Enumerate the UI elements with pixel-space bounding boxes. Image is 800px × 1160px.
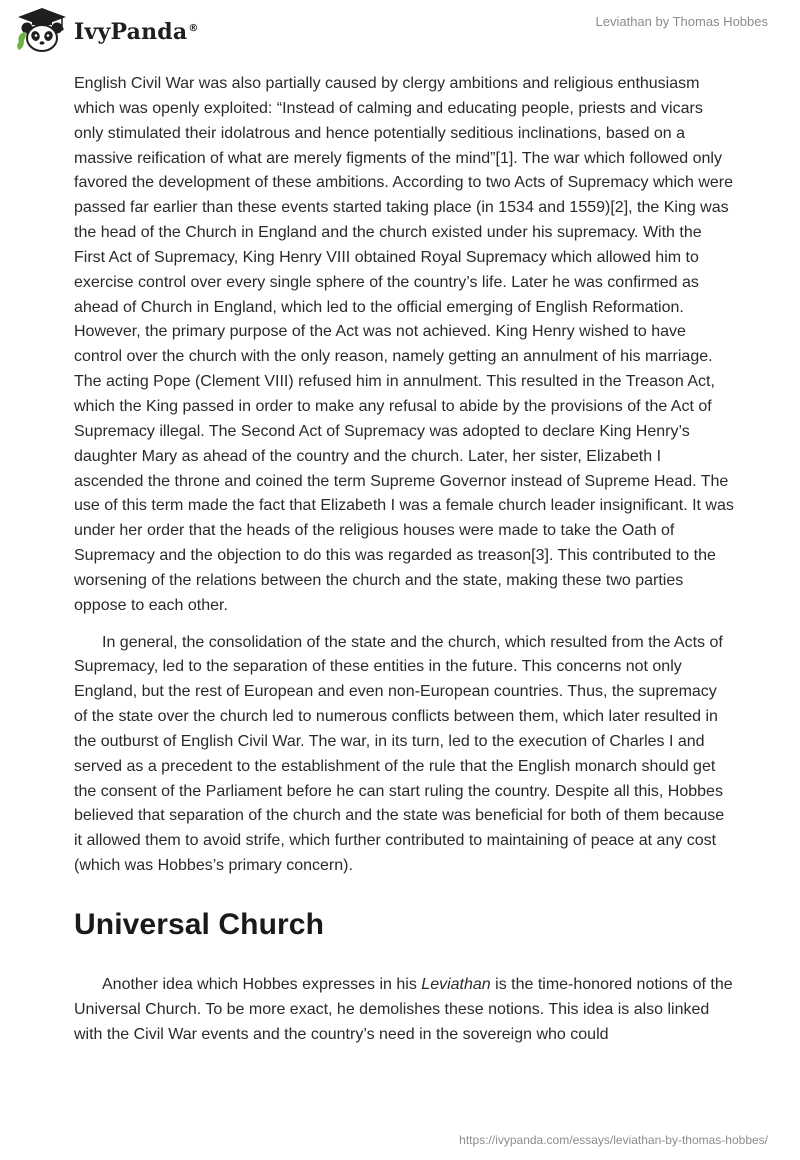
section-heading-universal-church: Universal Church (74, 908, 325, 941)
page-header (0, 0, 800, 60)
brand-name: IvyPanda® (74, 19, 199, 45)
paragraph-acts-of-supremacy: English Civil War was also partially caused by clergy ambitions and religious enthusiasm which was openly exploited: “Instead of calming and educating people, priests and vicars only stimulated their idolatrous and hence potentially seditious inclinations, based on a massive reification of what are merely figments of the mind”[1]. The war which followed only favored the development of these ambitions. According to two Acts of Supremacy which were passed far earlier than these events started taking place (in 1534 and 1559)[2], the King was the head of the Church in England and the church existed under his supremacy. With the First Act of Supremacy, King Henry VIII obtained Royal Supremacy which allowed him to exercise control over every single sphere of the country’s life. Later he was confirmed as ahead of Church in England, which led to the official emerging of English Reformation. However, the primary purpose of the Act was not achieved. King Henry wished to have control over the church with the only reason, namely getting an annulment of his marriage. The acting Pope (Clement VIII) refused him in annulment. This resulted in the Treason Act, which the King passed in order to make any refusal to abide by the provisions of the Act of Supremacy illegal. The Second Act of Supremacy was adopted to declare King Henry’s daughter Mary as ahead of the country and the church. Later, her sister, Elizabeth I ascended the throne and coined the term Supreme Governor instead of Supreme Head. The use of this term made the fact that Elizabeth I was a female church leader insignificant. It was under her order that the heads of the religious houses were made to take the Oath of Supremacy and the objection to do this was regarded as treason[3]. This contributed to the worsening of the relations between the church and the state, making these two parties oppose to each other. (74, 75, 734, 614)
brand-logo[interactable] (14, 6, 199, 56)
document-title: Leviathan by Thomas Hobbes (595, 14, 768, 29)
source-url[interactable]: https://ivypanda.com/essays/leviathan-by-thomas-hobbes/ (459, 1133, 768, 1147)
paragraph-church-state-separation: In general, the consolidation of the state and the church, which resulted from the Acts of Supremacy, led to the separation of these entities in the future. This concerns not only England, but the rest of European and even non-European countries. Thus, the supremacy of the state over the church led to numerous conflicts between them, which later resulted in the outburst of English Civil War. The war, in its turn, led to the execution of Charles I and served as a precedent to the establishment of the rule that the English monarch should get the consent of the Parliament before he can start ruling the country. Despite all this, Hobbes believed that separation of the church and the state was beneficial for both of them because it allowed them to avoid strife, which further contributed to maintaining of peace at any cost (which was Hobbes’s primary concern). (74, 633, 725, 875)
book-title-leviathan: Leviathan (421, 976, 491, 993)
registered-mark: ® (188, 22, 199, 34)
panda-graduation-cap-logo-icon (14, 6, 70, 56)
paragraph-text-start: Another idea which Hobbes expresses in his (102, 976, 422, 993)
paragraph-text-end: is the time-honored notions of the Universal Church. To be more exact, he demolishes these notions. This idea is also linked with the Civil War events and the country’s need in the sovereign who could (74, 976, 733, 1043)
paragraph-universal-church (74, 973, 734, 1048)
essay-content (74, 72, 734, 1048)
